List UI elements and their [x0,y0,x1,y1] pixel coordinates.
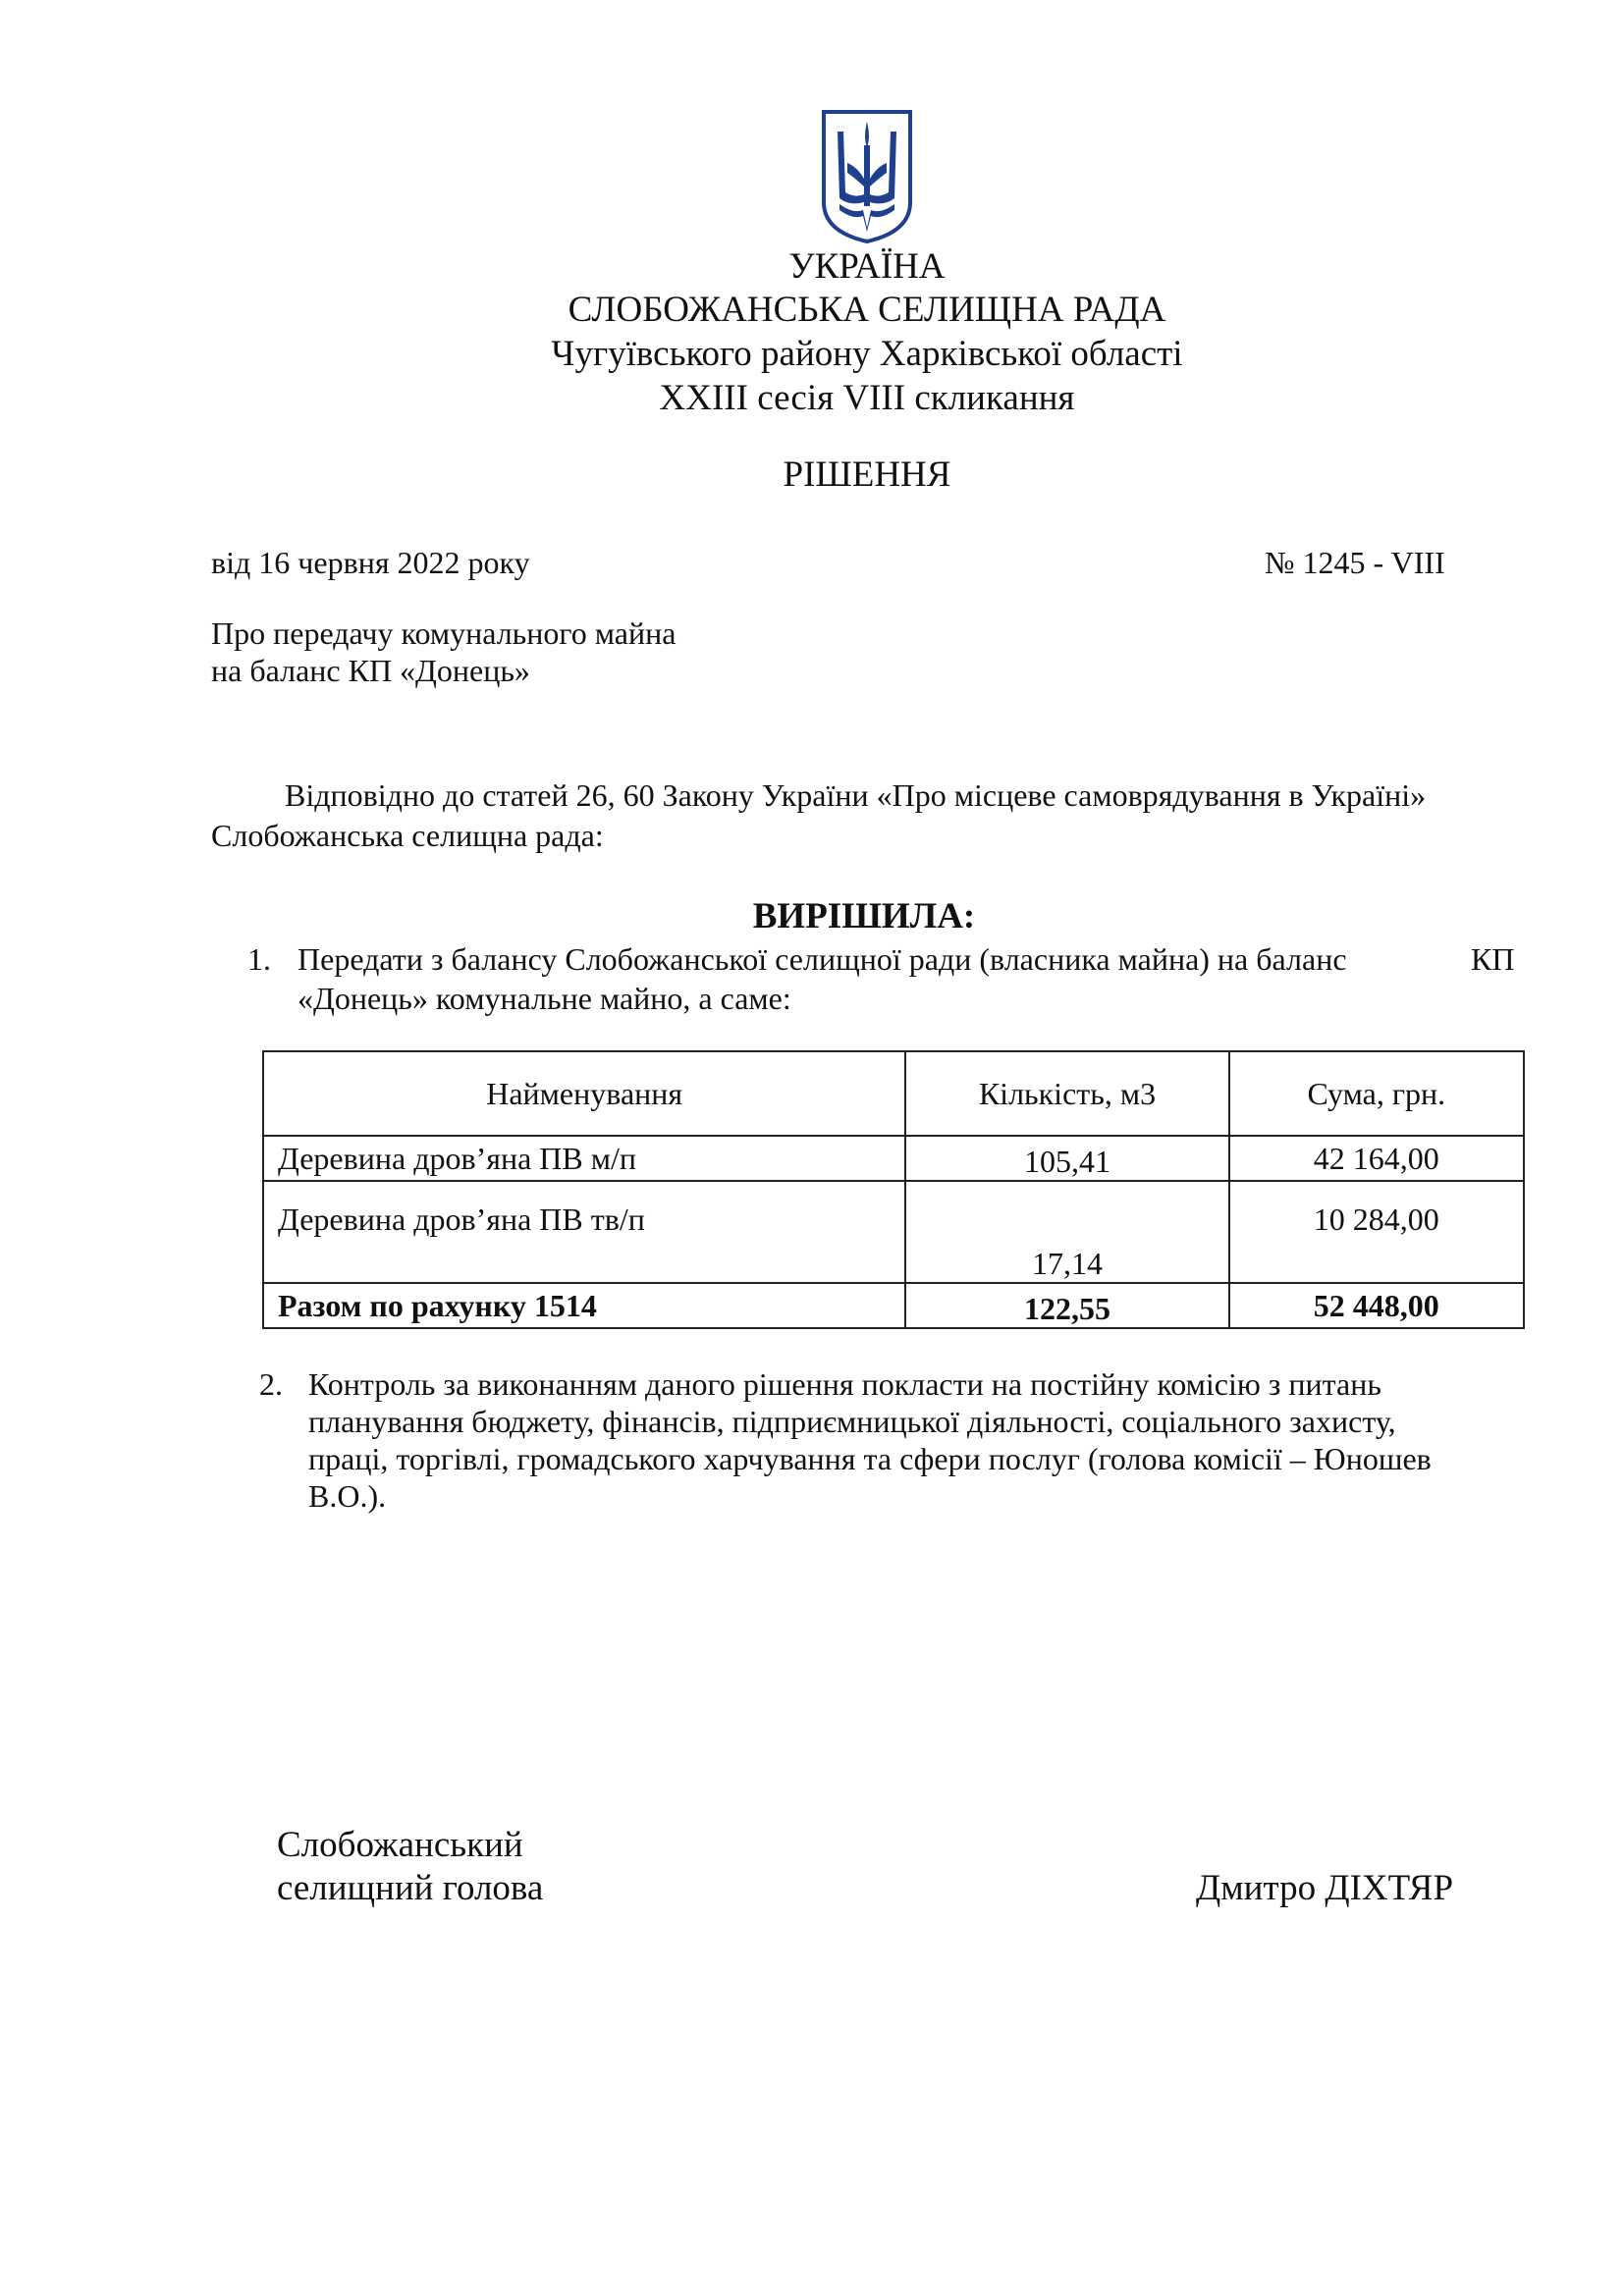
item-2-line-4: В.О.). [308,1478,387,1514]
preamble-line-1: Відповідно до статей 26, 60 Закону України «Про місцеве самоврядування в Україні» [285,777,1427,813]
doc-type-title: РІШЕННЯ [783,454,951,495]
total-name: Разом по рахунку 1514 [263,1283,905,1328]
header-name: Найменування [263,1051,905,1136]
table-row [263,1181,1524,1283]
decision-number: № 1245 - VIII [1265,545,1445,580]
property-table [262,1050,1525,1329]
subject-line-1: Про передачу комунального майна [211,615,677,651]
total-sum: 52 448,00 [1229,1283,1524,1328]
item-1-line-1: Передати з балансу Слобожанської селищної ради (власника майна) на баланс [298,941,1347,977]
table-total-row [263,1283,1524,1328]
row-quantity: 17,14 [905,1181,1228,1283]
country-title: УКРАЇНА [788,246,946,287]
table-header-row [263,1051,1524,1136]
session-title: XXIII сесія VIII скликання [659,378,1075,418]
item-2-line-3: праці, торгівлі, громадського харчування та сфери послуг (голова комісії – Юношев [308,1441,1432,1476]
row-sum: 42 164,00 [1229,1136,1524,1181]
row-quantity: 105,41 [905,1136,1228,1181]
item-1-line-1-end: КП [1471,941,1515,977]
coat-of-arms-icon [820,108,914,245]
decision-date: від 16 червня 2022 року [211,545,530,580]
signatory-name: Дмитро ДІХТЯР [1196,1868,1454,1908]
header-quantity: Кількість, м3 [905,1051,1228,1136]
header-sum: Сума, грн. [1229,1051,1524,1136]
row-name: Деревина дров’яна ПВ м/п [263,1136,905,1181]
row-sum: 10 284,00 [1229,1181,1524,1283]
signatory-title-line-1: Слобожанський [277,1825,523,1865]
subject-line-2: на баланс КП «Донець» [211,653,530,688]
item-1-number: 1. [247,941,271,977]
preamble-line-2: Слобожанська селищна рада: [211,818,604,853]
signatory-title-line-2: селищний голова [277,1868,544,1908]
item-2-number: 2. [259,1366,283,1402]
item-1-line-2: «Донець» комунальне майно, а саме: [298,981,791,1016]
decided-heading: ВИРІШИЛА: [752,896,976,936]
item-2-line-1: Контроль за виконанням даного рішення покласти на постійну комісію з питань [308,1366,1381,1402]
row-name: Деревина дров’яна ПВ тв/п [263,1181,905,1283]
council-name: СЛОБОЖАНСЬКА СЕЛИЩНА РАДА [568,290,1166,330]
total-quantity: 122,55 [905,1283,1228,1328]
table-row [263,1136,1524,1181]
item-2-line-2: планування бюджету, фінансів, підприємницької діяльності, соціального захисту, [308,1404,1396,1439]
district-name: Чугуївського району Харківської області [551,334,1183,374]
